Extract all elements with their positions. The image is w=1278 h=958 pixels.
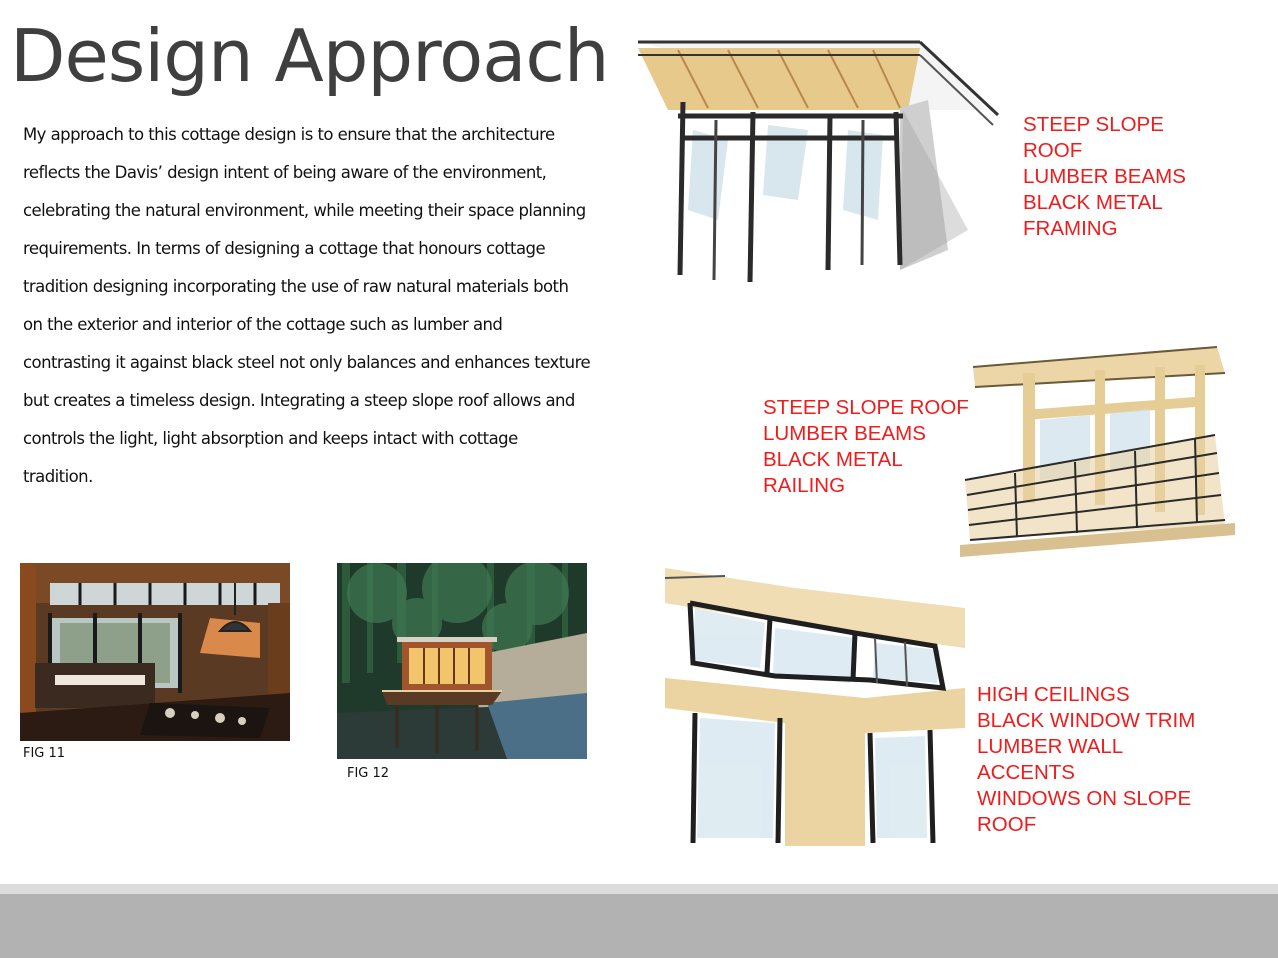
fig11-caption: FIG 11 <box>23 746 66 761</box>
fig12-exterior-photo <box>337 563 587 759</box>
body-line: My approach to this cottage design is to ensure that the architecture <box>23 125 555 144</box>
footer-band-dark <box>0 894 1278 958</box>
annotation-line: FRAMING <box>1023 217 1118 240</box>
body-line: contrasting it against black steel not only balances and enhances texture <box>23 353 591 372</box>
exterior-photo-icon <box>337 563 587 759</box>
body-line: celebrating the natural environment, while meeting their space planning <box>23 201 586 220</box>
roof-window-sketch-icon <box>638 20 1000 305</box>
footer-band-light <box>0 884 1278 894</box>
body-line: controls the light, light absorption and keeps intact with cottage <box>23 429 518 448</box>
body-line: tradition designing incorporating the use of raw natural materials both <box>23 277 569 296</box>
annotation-line: ROOF <box>977 813 1037 836</box>
page-title: Design Approach <box>10 14 609 98</box>
body-line: on the exterior and interior of the cottage such as lumber and <box>23 315 503 334</box>
railing-sketch-icon <box>955 325 1240 593</box>
body-line: reflects the Davis’ design intent of being aware of the environment, <box>23 163 547 182</box>
sketch1-annotation <box>1023 112 1186 242</box>
annotation-line: LUMBER WALL <box>977 735 1124 758</box>
annotation-line: BLACK WINDOW TRIM <box>977 709 1196 732</box>
annotation-line: HIGH CEILINGS <box>977 683 1130 706</box>
interior-photo-icon <box>20 563 290 741</box>
annotation-line: STEEP SLOPE <box>1023 113 1164 136</box>
sketch2-annotation <box>763 395 969 499</box>
ceiling-window-sketch-icon <box>665 568 965 846</box>
body-line: tradition. <box>23 467 93 486</box>
body-paragraph <box>23 116 643 496</box>
annotation-line: RAILING <box>763 474 846 497</box>
annotation-line: LUMBER BEAMS <box>763 422 926 445</box>
sketch3-annotation <box>977 682 1195 838</box>
annotation-line: BLACK METAL <box>763 448 903 471</box>
fig12-caption: FIG 12 <box>347 766 390 781</box>
annotation-line: WINDOWS ON SLOPE <box>977 787 1192 810</box>
body-line: but creates a timeless design. Integrating a steep slope roof allows and <box>23 391 575 410</box>
body-line: requirements. In terms of designing a cottage that honours cottage <box>23 239 546 258</box>
annotation-line: LUMBER BEAMS <box>1023 165 1186 188</box>
annotation-line: BLACK METAL <box>1023 191 1163 214</box>
annotation-line: STEEP SLOPE ROOF <box>763 396 969 419</box>
annotation-line: ROOF <box>1023 139 1083 162</box>
annotation-line: ACCENTS <box>977 761 1075 784</box>
fig11-interior-photo <box>20 563 290 741</box>
